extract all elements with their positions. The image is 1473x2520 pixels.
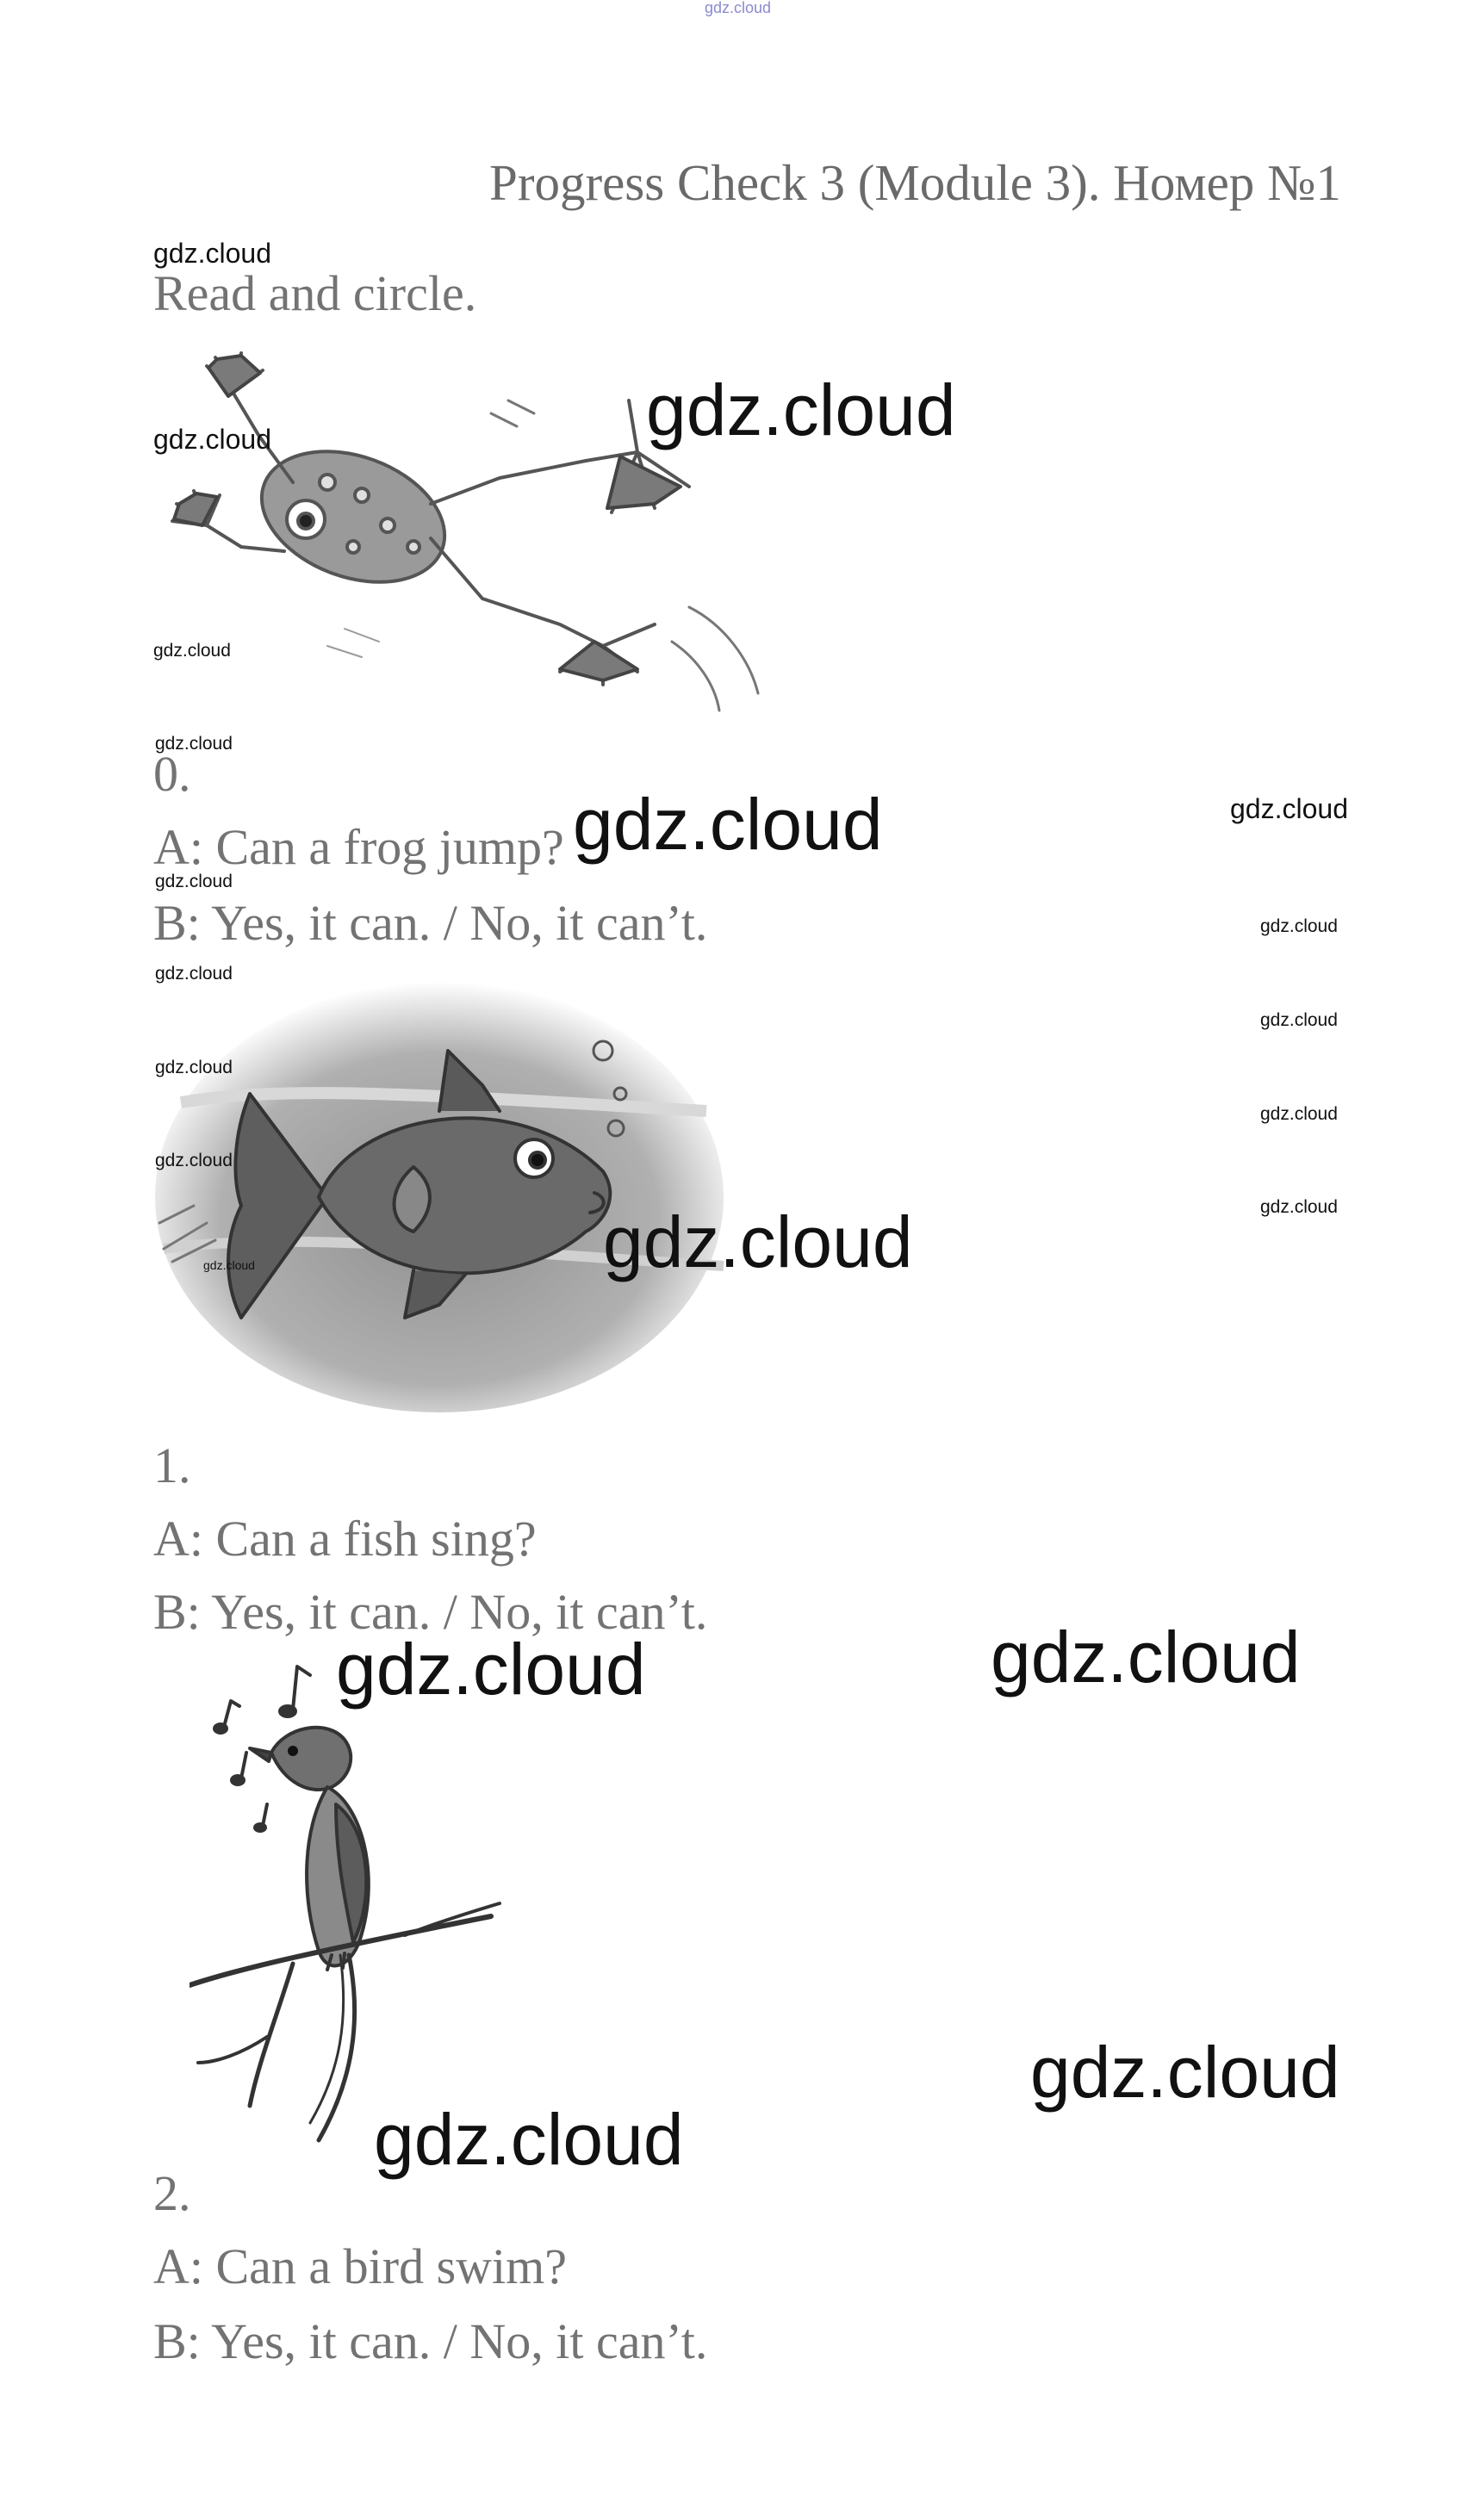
bird-illustration (190, 1658, 517, 2149)
watermark: gdz.cloud (1260, 916, 1338, 936)
item-number: 1. (153, 1437, 191, 1493)
watermark: gdz.cloud (155, 872, 233, 891)
item-answer: B: Yes, it can. / No, it can’t. (153, 2313, 708, 2369)
watermark: gdz.cloud (1260, 1010, 1338, 1030)
fish-illustration (155, 965, 732, 1421)
item-number: 0. (153, 746, 191, 802)
watermark: gdz.cloud (155, 1151, 233, 1170)
watermark: gdz.cloud (155, 734, 233, 754)
watermark: gdz.cloud (1260, 1104, 1338, 1124)
watermark: gdz.cloud (603, 1201, 913, 1282)
item-answer: B: Yes, it can. / No, it can’t. (153, 895, 708, 951)
watermark: gdz.cloud (155, 1058, 233, 1077)
item-number: 2. (153, 2165, 191, 2221)
item-answer: B: Yes, it can. / No, it can’t. (153, 1584, 708, 1640)
watermark: gdz.cloud (991, 1617, 1301, 1698)
watermark: gdz.cloud (1230, 793, 1348, 824)
instruction-text: Read and circle. (153, 265, 477, 321)
item-question: A: Can a frog jump? (153, 819, 564, 875)
watermark-top: gdz.cloud (705, 0, 772, 16)
watermark: gdz.cloud (153, 424, 271, 455)
watermark: gdz.cloud (153, 238, 271, 269)
watermark: gdz.cloud (153, 641, 231, 661)
watermark: gdz.cloud (336, 1629, 646, 1710)
page-title: Progress Check 3 (Module 3). Номер №1 (489, 154, 1341, 211)
watermark: gdz.cloud (203, 1258, 255, 1272)
watermark: gdz.cloud (646, 369, 956, 450)
item-question: A: Can a fish sing? (153, 1511, 537, 1567)
watermark: gdz.cloud (573, 784, 883, 865)
watermark: gdz.cloud (1030, 2032, 1340, 2113)
item-question: A: Can a bird swim? (153, 2238, 568, 2294)
watermark: gdz.cloud (1260, 1197, 1338, 1217)
watermark: gdz.cloud (374, 2099, 684, 2180)
watermark: gdz.cloud (155, 964, 233, 984)
